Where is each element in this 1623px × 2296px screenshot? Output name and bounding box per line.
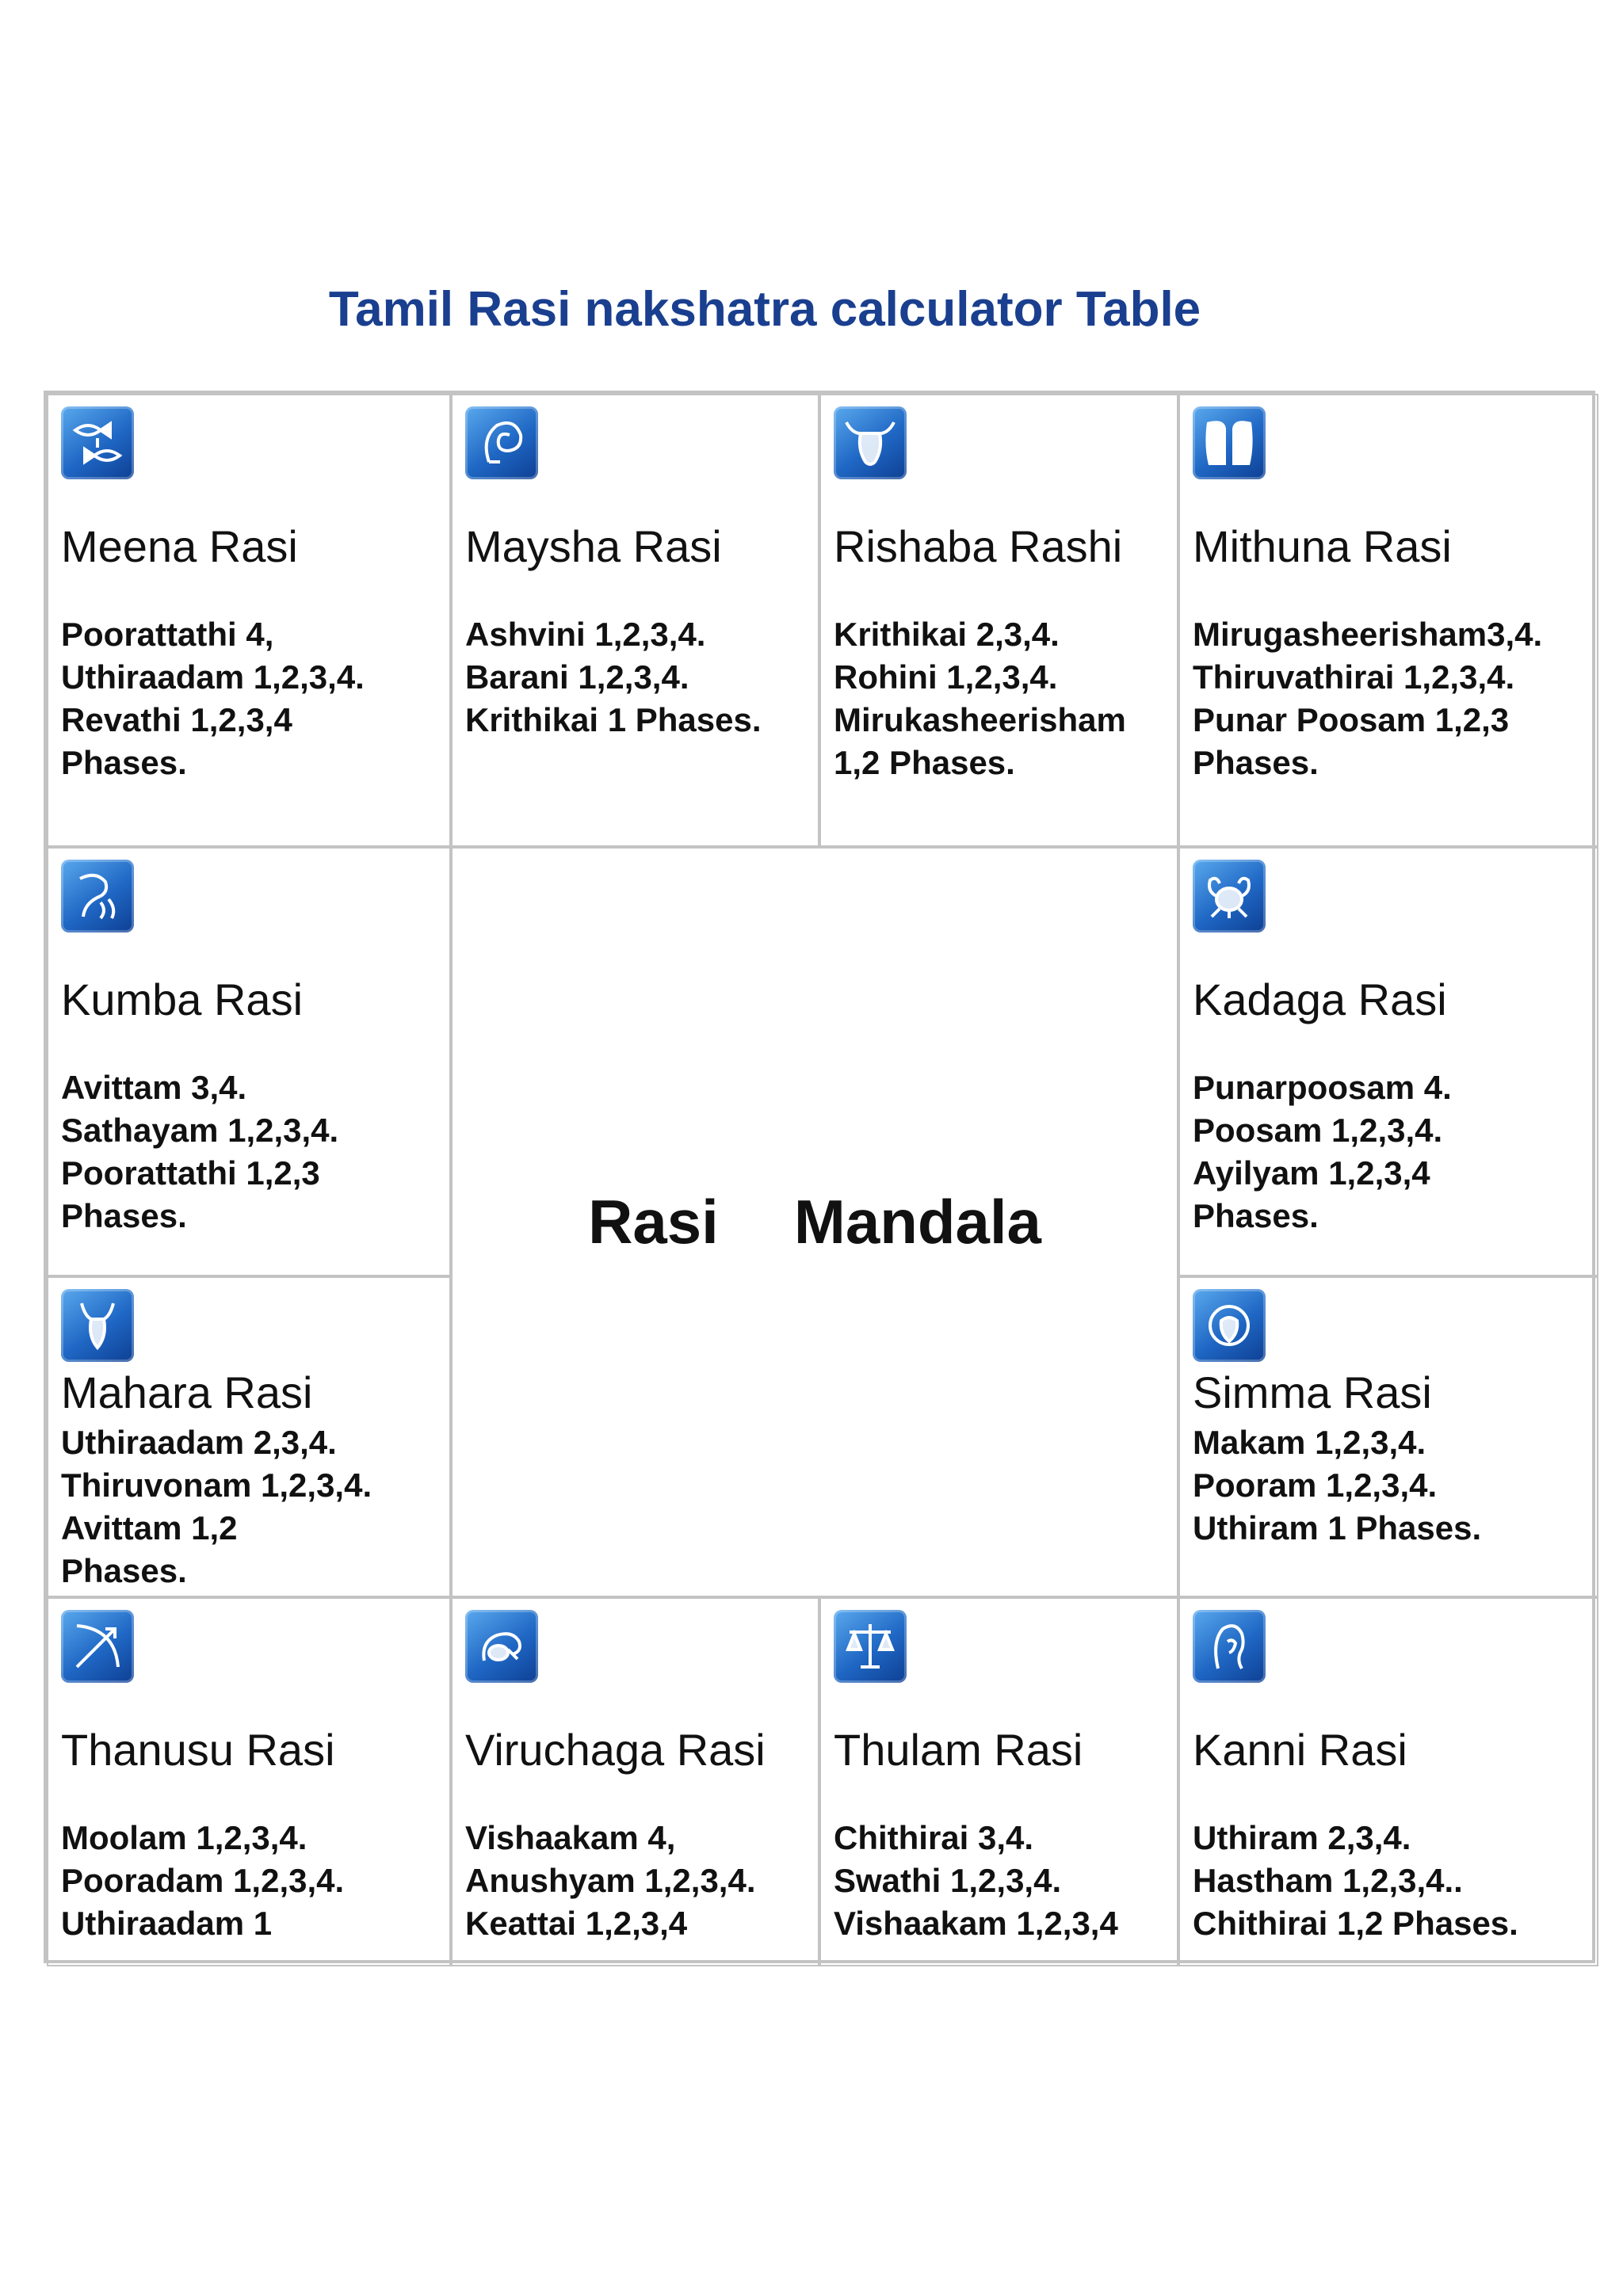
nakshatra-line: Uthiram 2,3,4. xyxy=(1193,1819,1411,1856)
nakshatra-line: Mirukasheerisham xyxy=(834,701,1126,738)
cell-maysha-rasi xyxy=(451,394,819,847)
pisces-icon xyxy=(61,406,134,479)
nakshatra-line: Hastham 1,2,3,4.. xyxy=(1193,1862,1463,1899)
nakshatra-line: Vishaakam 1,2,3,4 xyxy=(834,1905,1118,1942)
rasi-name: Rishaba Rashi xyxy=(834,521,1123,571)
nakshatra-line: Uthiram 1 Phases. xyxy=(1193,1509,1482,1547)
center-word-mandala: Mandala xyxy=(793,1187,1041,1257)
nakshatra-line: Avittam 1,2 xyxy=(61,1509,238,1547)
sagittarius-icon xyxy=(61,1610,134,1683)
nakshatra-line: Keattai 1,2,3,4 xyxy=(465,1905,688,1942)
cell-thulam-rasi xyxy=(819,1597,1178,1966)
nakshatra-line: Pooradam 1,2,3,4. xyxy=(61,1862,345,1899)
nakshatra-line: Krithikai 1 Phases. xyxy=(465,701,762,738)
aries-icon xyxy=(465,406,538,479)
rasi-name: Kadaga Rasi xyxy=(1193,974,1447,1024)
cell-simma-rasi xyxy=(1178,1276,1598,1597)
nakshatra-line: Swathi 1,2,3,4. xyxy=(834,1862,1062,1899)
cell-meena-rasi xyxy=(47,394,451,847)
libra-icon xyxy=(834,1610,907,1683)
nakshatra-line: 1,2 Phases. xyxy=(834,744,1015,781)
nakshatra-line: Phases. xyxy=(61,1197,187,1234)
nakshatra-line: Punar Poosam 1,2,3 xyxy=(1193,701,1510,738)
nakshatra-line: Rohini 1,2,3,4. xyxy=(834,658,1058,696)
rasi-name: Maysha Rasi xyxy=(465,521,722,571)
nakshatra-line: Punarpoosam 4. xyxy=(1193,1069,1452,1106)
nakshatra-line: Phases. xyxy=(61,744,187,781)
virgo-icon xyxy=(1193,1610,1266,1683)
rasi-table xyxy=(44,391,1595,1963)
nakshatra-line: Phases. xyxy=(1193,744,1319,781)
nakshatra-line: Thiruvathirai 1,2,3,4. xyxy=(1193,658,1515,696)
nakshatra-line: Mirugasheerisham3,4. xyxy=(1193,616,1543,653)
nakshatra-line: Vishaakam 4, xyxy=(465,1819,676,1856)
nakshatra-line: Poorattathi 4, xyxy=(61,616,274,653)
nakshatra-line: Poorattathi 1,2,3 xyxy=(61,1154,320,1192)
nakshatra-line: Chithirai 3,4. xyxy=(834,1819,1034,1856)
rasi-name: Thulam Rasi xyxy=(834,1725,1083,1775)
rasi-name: Thanusu Rasi xyxy=(61,1725,335,1775)
rasi-name: Simma Rasi xyxy=(1193,1367,1432,1417)
capricorn-icon xyxy=(61,1289,134,1362)
rasi-name: Meena Rasi xyxy=(61,521,298,571)
rasi-mandala-center xyxy=(451,847,1178,1597)
nakshatra-line: Krithikai 2,3,4. xyxy=(834,616,1060,653)
nakshatra-line: Revathi 1,2,3,4 xyxy=(61,701,292,738)
cell-viruchaga-rasi xyxy=(451,1597,819,1966)
cell-kumba-rasi xyxy=(47,847,451,1276)
nakshatra-line: Ashvini 1,2,3,4. xyxy=(465,616,706,653)
cell-rishaba-rashi xyxy=(819,394,1178,847)
gemini-icon xyxy=(1193,406,1266,479)
nakshatra-line: Makam 1,2,3,4. xyxy=(1193,1424,1426,1461)
rasi-name: Kumba Rasi xyxy=(61,974,304,1024)
cell-kadaga-rasi xyxy=(1178,847,1598,1276)
nakshatra-line: Ayilyam 1,2,3,4 xyxy=(1193,1154,1430,1192)
center-word-rasi: Rasi xyxy=(588,1187,719,1257)
cell-mithuna-rasi xyxy=(1178,394,1598,847)
nakshatra-line: Sathayam 1,2,3,4. xyxy=(61,1112,339,1149)
nakshatra-line: Phases. xyxy=(1193,1197,1319,1234)
page-title: Tamil Rasi nakshatra calculator Table xyxy=(328,282,1201,337)
rasi-name: Kanni Rasi xyxy=(1193,1725,1407,1775)
cancer-icon xyxy=(1193,860,1266,933)
nakshatra-line: Uthiraadam 2,3,4. xyxy=(61,1424,337,1461)
leo-icon xyxy=(1193,1289,1266,1362)
nakshatra-line: Uthiraadam 1,2,3,4. xyxy=(61,658,365,696)
rasi-name: Mithuna Rasi xyxy=(1193,521,1452,571)
nakshatra-line: Phases. xyxy=(61,1552,187,1589)
cell-thanusu-rasi xyxy=(47,1597,451,1966)
nakshatra-line: Thiruvonam 1,2,3,4. xyxy=(61,1466,372,1504)
nakshatra-line: Pooram 1,2,3,4. xyxy=(1193,1466,1438,1504)
nakshatra-line: Anushyam 1,2,3,4. xyxy=(465,1862,756,1899)
nakshatra-line: Chithirai 1,2 Phases. xyxy=(1193,1905,1518,1942)
aquarius-icon xyxy=(61,860,134,933)
rasi-name: Mahara Rasi xyxy=(61,1367,313,1417)
nakshatra-line: Moolam 1,2,3,4. xyxy=(61,1819,307,1856)
nakshatra-line: Avittam 3,4. xyxy=(61,1069,247,1106)
cell-mahara-rasi xyxy=(47,1276,451,1597)
nakshatra-line: Barani 1,2,3,4. xyxy=(465,658,689,696)
nakshatra-line: Poosam 1,2,3,4. xyxy=(1193,1112,1443,1149)
cell-kanni-rasi xyxy=(1178,1597,1598,1966)
scorpio-icon xyxy=(465,1610,538,1683)
rasi-name: Viruchaga Rasi xyxy=(465,1725,766,1775)
taurus-icon xyxy=(834,406,907,479)
nakshatra-line: Uthiraadam 1 xyxy=(61,1905,273,1942)
